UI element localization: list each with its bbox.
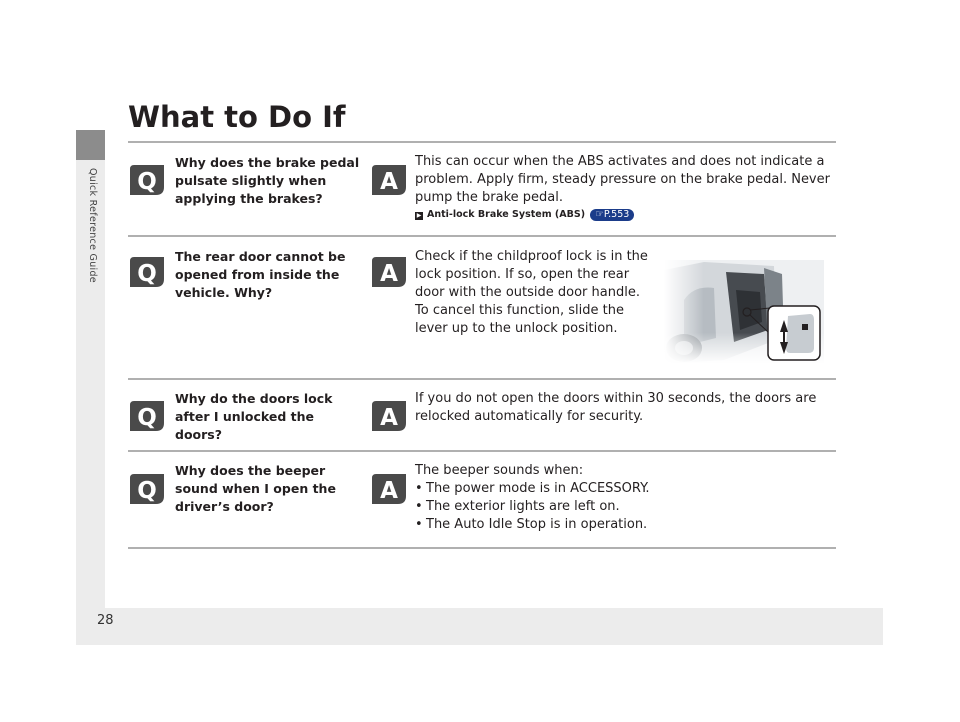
question-text: Why does the brake pedal pulsate slightly when applying the brakes? [175,155,360,206]
question-badge-icon [130,474,164,504]
answer-intro: The beeper sounds when: [415,463,584,478]
cross-reference-label[interactable]: Anti-lock Brake System (ABS) [427,209,586,220]
question-text: Why do the doors lock after I unlocked the doors? [175,391,333,442]
answer-badge-icon [372,257,406,287]
answer-bullet-list [415,480,830,534]
svg-text:A: A [380,405,398,431]
answer-text: This can occur when the ABS activates and does not indicate a problem. Apply firm, steady pressure on the brake pedal. Never pump the brake pedal. [415,154,830,205]
childproof-lock-illustration [664,260,824,364]
section-side-label: Quick Reference Guide [87,168,98,283]
svg-text:A: A [380,261,398,287]
question-badge-icon [130,257,164,287]
divider-rule [128,235,836,237]
question-badge-icon [130,401,164,431]
question-text: Why does the beeper sound when I open the driver’s door? [175,463,336,514]
question-text: The rear door cannot be opened from inside the vehicle. Why? [175,249,346,300]
svg-text:A: A [380,478,398,504]
section-tab-marker [76,130,105,160]
question-badge-icon [130,165,164,195]
list-item: • The Auto Idle Stop is in operation. [415,516,830,534]
svg-text:A: A [380,169,398,195]
divider-rule [128,141,836,143]
page-number: 28 [97,613,114,628]
divider-rule [128,378,836,380]
list-item: • The exterior lights are left on. [415,498,830,516]
answer-badge-icon [372,474,406,504]
answer-badge-icon [372,165,406,195]
divider-rule [128,450,836,452]
cross-reference-arrow-icon: ▶ [416,212,422,219]
svg-text:Q: Q [137,405,157,431]
svg-text:Q: Q [137,261,157,287]
answer-badge-icon [372,401,406,431]
answer-text: If you do not open the doors within 30 seconds, the doors are relocked automatically for security. [415,391,817,424]
answer-text: Check if the childproof lock is in the lock position. If so, open the rear door with the outside door handle. To cancel this function, slide the lever up to the unlock position. [415,249,648,336]
svg-text:Q: Q [137,478,157,504]
list-item: • The power mode is in ACCESSORY. [415,480,830,498]
cross-reference [415,208,830,221]
svg-text:Q: Q [137,169,157,195]
page-title: What to Do If [128,100,346,134]
divider-rule [128,547,836,549]
answer-block [415,153,830,221]
page-reference-link[interactable]: ☞P.553 [590,209,634,221]
answer-block [415,462,830,534]
